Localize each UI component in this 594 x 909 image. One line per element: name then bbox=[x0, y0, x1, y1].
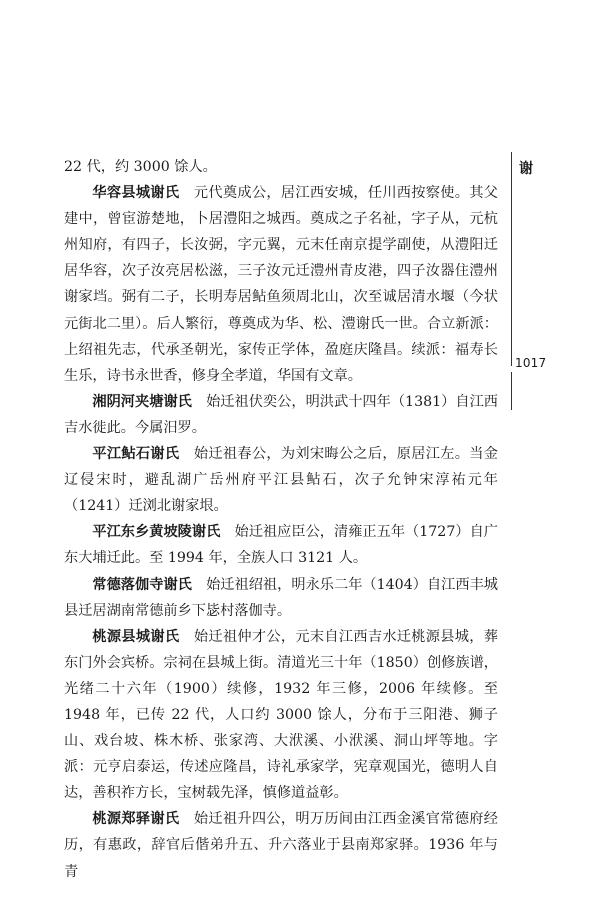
entry-taoyuan-xiancheng bbox=[64, 624, 498, 807]
clan-name: 桃源县城谢氏 bbox=[92, 628, 180, 645]
clan-name: 平江鲇石谢氏 bbox=[92, 446, 180, 463]
entry-text: 始迁祖升四公，明万历间由江西金溪官常德府经历，有惠政，辞官后偕弟升五、升六落业于县南郑家驿。1936 年与青 bbox=[64, 811, 498, 880]
clan-name: 常德落伽寺谢氏 bbox=[92, 576, 192, 593]
clan-name: 平江东乡黄坡陵谢氏 bbox=[92, 524, 221, 541]
entry-text: 元代奠成公，居江西安城，任川西按察使。其父建中，曾宦游楚地，卜居澧阳之城西。奠成之子名祉，字子从，元杭州知府，有四子，长汝弼，字元翼，元末任南京提学副使，从澧阳迁居华容，次子汝亮居松滋，三子汝元迁澧州青皮港，四子汝器住澧州谢家垱。弼有二子，长明寿居鲇鱼须周北山，次至诚居清水堰（今状元街北二里）。后人繁衍，尊奠成为华、松、澧谢氏一世。合立新派：上绍祖先志，代承圣朝光，家传正学体，盈庭庆隆昌。续派：福寿长生乐，诗书永世香，修身全孝道，华国有文章。 bbox=[64, 185, 498, 384]
entry-text: 始迁祖应臣公，清雍正五年（1727）自广东大埔迁此。至 1994 年，全族人口 3121 人。 bbox=[64, 524, 498, 567]
main-text-column bbox=[64, 154, 498, 885]
entry-text: 始迁祖伏奕公，明洪武十四年（1381）自江西吉水徙此。今属汨罗。 bbox=[64, 393, 498, 436]
page-number: 1017 bbox=[515, 356, 547, 370]
margin-rule-lower bbox=[511, 372, 512, 410]
clan-name: 湘阴河夹塘谢氏 bbox=[92, 393, 192, 410]
section-side-label: 谢 bbox=[519, 161, 533, 177]
clan-name: 桃源郑驿谢氏 bbox=[92, 811, 180, 828]
entry-xiangyin-hejiatang bbox=[64, 389, 498, 441]
entry-text: 始迁祖春公，为刘宋晦公之后，原居江左。当金辽侵宋时，避乱湖广岳州府平江县鲇石，次子允钟宋淳祐元年（1241）迁浏北谢家垠。 bbox=[64, 446, 498, 515]
entry-text: 始迁祖仲才公，元末自江西吉水迁桃源县城，葬东门外会宾桥。宗祠在县城上街。清道光三十年（1850）创修族谱，光绪二十六年（1900）续修，1932 年三修，2006 年续修。至 1948 年，已传 22 代，人口约 3000 馀人，分布于三阳港、狮子山、戏台坡、株木桥、张家湾、大洑溪、小洑溪、洞山坪等地。字派：元亨启泰运，传述应隆昌，诗礼承家学，宪章观国光，德明人自达，善积祚方长，宝树载先泽，慎修道益彰。 bbox=[64, 628, 498, 802]
entry-pingjiang-huangpoling bbox=[64, 519, 498, 571]
entry-changde-luojiasi bbox=[64, 572, 498, 624]
entry-huarong-xiancheng bbox=[64, 180, 498, 389]
opening-line: 22 代，约 3000 馀人。 bbox=[64, 159, 217, 175]
margin-rule-upper bbox=[511, 152, 512, 366]
entry-pingjiang-nianshi bbox=[64, 441, 498, 519]
clan-name: 华容县城谢氏 bbox=[92, 185, 180, 202]
entry-text: 始迁祖绍祖，明永乐二年（1404）自江西丰城县迁居湖南常德前乡下毖村落伽寺。 bbox=[64, 576, 498, 619]
entry-taoyuan-zhengyi bbox=[64, 806, 498, 884]
